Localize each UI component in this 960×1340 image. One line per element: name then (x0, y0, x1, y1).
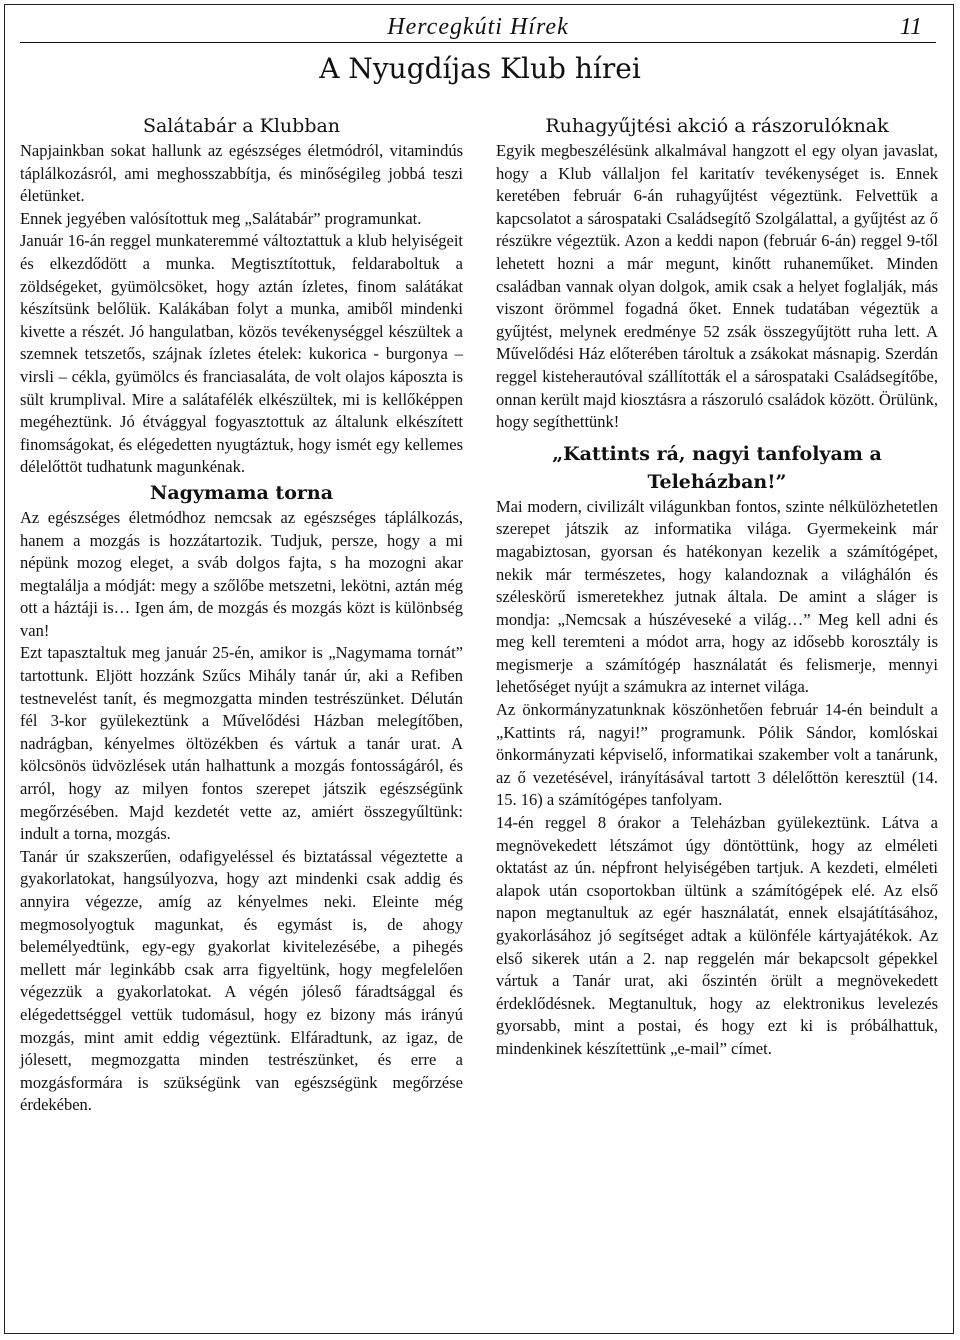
article-paragraph: Tanár úr szakszerűen, odafigyeléssel és biztatással végeztette a gyakorlatokat, hangsúlyozva, hogy azt mindenki csak addig és annyira végezze, amíg az kényelmes neki. Eleinte még megmosolyogtuk magunkat, és egymást is, de ahogy belemélyedtünk, egy-egy gyakorlat kivitelezésébe, a pihegés mellett már leginkább csak arra figyeltünk, hogy megfelelően végezzük a gyakorlatokat. A végén jóleső fáradtsággal és elégedettséggel vettük tudomásul, hogy ez bizony más irányú mozgás, mint amit eddig végeztünk. Elfáradtunk, az igaz, de jólesett, megmozgatta minden testrészünket, és erre a mozgásformára is szükségünk van egészségünk megőrzése érdekében. (20, 846, 463, 1115)
article-paragraph: Napjainkban sokat hallunk az egészséges életmódról, vitamindús táplálkozásról, ami meghosszabbítja, és minőségileg jobbá teszi életünket. (20, 141, 463, 206)
section-title: A Nyugdíjas Klub hírei (319, 52, 641, 85)
newspaper-name: Hercegkúti Hírek (387, 14, 569, 40)
article-title: Ruhagyűjtési akció a rászorulóknak (545, 115, 889, 137)
article-paragraph: Január 16-án reggel munkateremmé változtattuk a klub helyiségeit és elkezdődött a munka. Megtisztítottuk, feldaraboltuk a zöldségeket, gyümölcsöket, hogy aztán ízletes, finom salátákat készítsünk belőlük. Kalákában folyt a munka, amiből mindenki kivette a részét. Jó hangulatban, közös tevékenységgel készültek a szemnek tetszetős, szájnak ízletes ételek: kukorica - burgonya – virsli – cékla, gyümölcs és franciasaláta, de volt olajos káposzta is sült krumplival. Mire a salátafélék elkészültek, mi is kellőképpen megéheztünk. Jó étvággyal fogyasztottuk az általunk elkészített finomságokat, és elégedetten nyugtáztuk, hogy ismét egy kellemes délelőttöt tudhatunk magunkénak. (20, 231, 463, 477)
article-paragraph: 14-én reggel 8 órakor a Teleházban gyülekeztünk. Látva a megnövekedett létszámot úgy döntöttünk, hogy az elméleti oktatást az ún. népfront helyiségében tartjuk. A kezdeti, elméleti alapok után csoportokban ültünk a számítógépek elé. Az első napon megtanultuk az egér használatát, ennek elsajátításához, gyakorlásához jó segítséget adtak a különféle kártyajátékok. Az első sikerek után a 2. nap reggelén már bekapcsolt gépekkel vártuk a Tanár urat, aki őszintén örült a megnövekedett érdeklődésnek. Megtanultuk, hogy az elektronikus levelezés gyorsabb, mint a postai, és hogy ezt ki is próbálhattuk, mindenkinek készítettünk „e-mail” címet. (496, 813, 938, 1058)
article-title: „Kattints rá, nagyi tanfolyam a Teleházban!” (552, 442, 882, 493)
article-salatabar (20, 112, 463, 479)
article-paragraph: Az önkormányzatunknak köszönhetően február 14-én beindult a „Kattints rá, nagyi!” programunk. Pólik Sándor, komlóskai önkormányzati képviselő, informatikai szakember volt a tanárunk, az ő vezetésével, irányításával tartott 3 délelőttön keresztül (14. 15. 16) a számítógépes tanfolyam. (496, 700, 938, 810)
article-paragraph: Ennek jegyében valósítottuk meg „Salátabár” programunkat. (20, 208, 422, 228)
article-paragraph: Ezt tapasztaltuk meg január 25-én, amikor is „Nagymama tornát” tartottunk. Eljött hozzánk Szűcs Mihály tanár úr, aki a Refiben testnevelést tanít, és megmozgatta minden testrészünket. Délután fél 3-kor gyülekeztünk a Művelődési Házban melegítőben, nadrágban, kényelmes öltözékben és vártuk a tanár urat. A kölcsönös üdvözlések után halhattunk a mozgás fontosságáról, és arról, hogy az milyen fontos szerepet játszik egészségünk megőrzésében. Majd kezdetét vette az, amiért összegyűltünk: indult a torna, mozgás. (20, 643, 463, 844)
article-title: Salátabár a Klubban (142, 115, 341, 137)
left-column (20, 112, 463, 1117)
page-header (20, 8, 936, 43)
article-kattints-ra (496, 440, 938, 1061)
article-paragraph: Az egészséges életmódhoz nemcsak az egészséges táplálkozás, hanem a mozgás is hozzátartozik. Tudjuk, persze, hogy a mi népünk mozog eleget, a sváb dolgos fajta, s ha mozogni akar megtalálja a módját: megy a szőlőbe metszetni, lekötni, aztán még ott a háztáji is… Igen ám, de mozgás és mozgás közt is különbség van! (20, 507, 463, 640)
right-column (496, 112, 938, 1061)
article-paragraph: Mai modern, civilizált világunkban fontos, szinte nélkülözhetetlen szerepet játszik az informatika világa. Gyermekeink már magabiztosan, gyorsan és hatékonyan kezelik a számítógépet, nekik már természetes, hogy kalandoznak a világhálón és széleskörű ismeretekhez jutnak általa. De amint a sláger is mondja: „Nemcsak a húszéveseké a világ…” Meg kell adni és meg kell teremteni a módot arra, hogy az idősebb korosztály is megismerje a számítógép használatát és felismerje, mennyi lehetőséget nyújt a számukra az internet világa. (496, 496, 938, 697)
article-paragraph: Egyik megbeszélésünk alkalmával hangzott el egy olyan javaslat, hogy a Klub vállaljon fel karitatív tevékenységet is. Ennek keretében február 6-án ruhagyűjtést végeztünk. Felvettük a kapcsolatot a sárospataki Családsegítő Szolgálattal, a gyűjtést az ő részükre végeztük. Azon a keddi napon (február 6-án) reggel 9-től lehetett hozni a már megunt, kinőtt ruhaneműket. Minden családban vannak olyan dolgok, amik csak a helyet foglalják, más viszont örömmel fogadná őket. Ennek tudatában végeztük a gyűjtést, melynek eredménye 52 zsák összegyűjtött ruha lett. A Művelődési Ház előterében tároltuk a zsákokat másnapig. Szerdán reggel kisteherautóval szállították el a sárospataki Családsegítőbe, onnan került majd kiosztásra a rászoruló családok között. Örülünk, hogy segíthettünk! (496, 141, 938, 432)
article-ruhagyujtes (496, 112, 938, 434)
article-nagymama-torna (20, 479, 463, 1117)
page-number: 11 (899, 14, 922, 40)
article-title: Nagymama torna (149, 481, 334, 504)
